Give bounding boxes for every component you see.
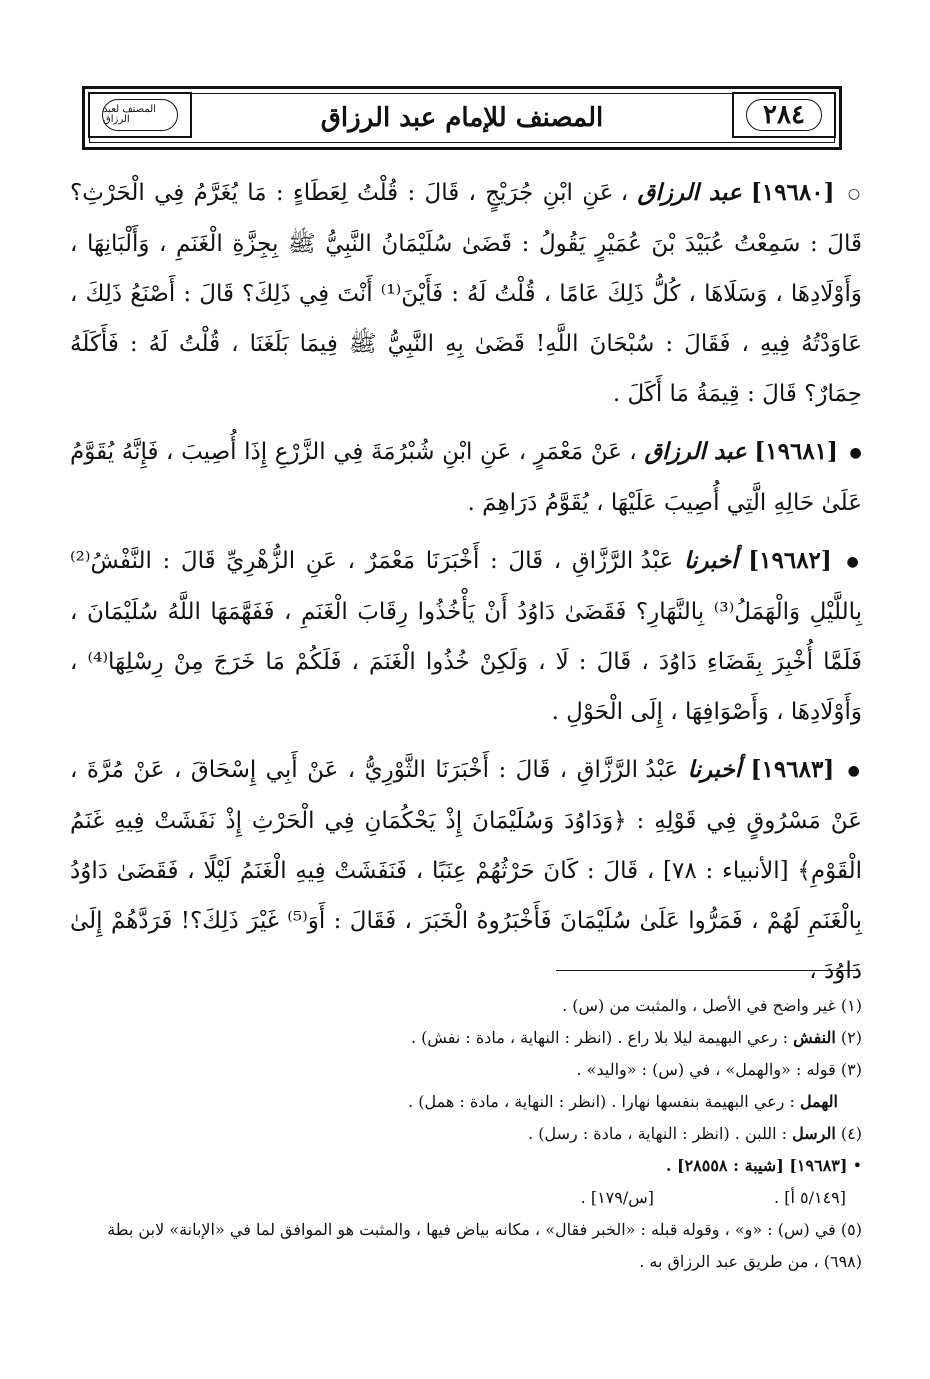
footnote-1: (١) غير واضح في الأصل ، والمثبت من (س) . xyxy=(562,996,862,1015)
hadith-text: ، عَنْ مَعْمَرٍ ، عَنِ ابْنِ شُبْرُمَةَ فِي الزَّرْعِ إِذَا أُصِيبَ ، فَإِنَّهُ يُقَوَّمُ عَلَىٰ حَالِهِ الَّتِي أُصِيبَ عَلَيْهَا ، يُقَوَّمُ دَرَاهِمَ . xyxy=(70,439,862,516)
dot-bullet-icon: ● xyxy=(847,763,862,779)
manuscript-marks xyxy=(70,1182,862,1214)
footnote-3: (٣) قوله : «والهمل» ، في (س) : «واليد» . xyxy=(576,1060,862,1079)
hadith-19681 xyxy=(70,427,862,528)
hadith-19680 xyxy=(70,168,862,419)
hadith-text: عَبْدُ الرَّزَّاقِ ، قَالَ : أَخْبَرَنَا الثَّوْرِيُّ ، عَنْ أَبِي إِسْحَاقَ ، عَنْ مُرَّةَ ، عَنْ مَسْرُوقٍ فِي قَوْلِهِ : ﴿وَدَاوُدَ وَسُلَيْمَانَ إِذْ يَحْكُمَانِ فِي الْحَرْثِ إِذْ نَفَشَتْ فِيهِ غَنَمُ الْقَوْمِ﴾ [الأنبياء : ٧٨] ، قَالَ : كَانَ حَرْثُهُمْ عِنَبًا ، فَنَفَشَتْ فِيهِ الْغَنَمُ لَيْلًا ، فَقَضَىٰ دَاوُدُ بِالْغَنَمِ لَهُمْ ، فَمَرُّوا عَلَىٰ سُلَيْمَانَ فَأَخْبَرُوهُ الْخَبَرَ ، فَقَالَ : أَوَ⁽⁵⁾ غَيْرَ ذَلِكَ؟! فَرَدَّهُمْ إِلَىٰ دَاوُدَ ، xyxy=(70,757,862,984)
footnote-4: (٤) الرسل : اللبن . (انظر : النهاية ، مادة : رسل) . xyxy=(528,1124,862,1143)
manuscript-mark: [س/١٧٩] . xyxy=(580,1188,655,1207)
header-ornament-left xyxy=(88,92,192,138)
hadith-number: [١٩٦٨٣] xyxy=(750,756,835,783)
hadith-19683 xyxy=(70,745,862,996)
footnotes xyxy=(70,990,862,1278)
footnote-5: (٥) في (س) : «و» ، وقوله قبله : «الخبر فقال» ، مكانه بياض فيها ، والمثبت هو الموافق لما في «الإبانة» لابن بطة (٦٩٨) ، من طريق عبد الرزاق به . xyxy=(107,1220,862,1271)
hadith-source: عبد الرزاق xyxy=(644,438,747,465)
footnote-divider xyxy=(556,970,858,971)
circle-bullet-icon: ○ xyxy=(847,186,863,202)
hadith-source: عبد الرزاق xyxy=(637,179,742,206)
hadith-source: أخبرنا xyxy=(683,547,738,574)
footnote-2: (٢) النفش : رعي البهيمة ليلا بلا راع . (انظر : النهاية ، مادة : نفش) . xyxy=(410,1028,862,1047)
book-seal: المصنف لعبد الرزاق xyxy=(102,99,178,131)
hadith-19682 xyxy=(70,536,862,737)
dot-bullet-icon: ● xyxy=(849,445,863,461)
page-header xyxy=(82,86,842,150)
hadith-number: [١٩٦٨١] xyxy=(754,438,838,465)
footnote-3-gloss: الهمل : رعي البهيمة بنفسها نهارا . (انظر : النهاية ، مادة : همل) . xyxy=(408,1092,838,1111)
hadith-text: ، عَنِ ابْنِ جُرَيْجٍ ، قَالَ : قُلْتُ لِعَطَاءٍ : مَا يُغَرَّمُ فِي الْحَرْثِ؟ قَالَ : سَمِعْتُ عُبَيْدَ بْنَ عُمَيْرٍ يَقُولُ : قَضَىٰ سُلَيْمَانُ النَّبِيُّ ﷺ بِجِزَّةِ الْغَنَمِ ، وَأَلْبَانِهَا ، وَأَوْلَادِهَا ، وَسَلَاهَا ، كُلُّ ذَلِكَ عَامًا ، قُلْتُ لَهُ : فَأَيْنَ⁽¹⁾ أَنْتَ فِي ذَلِكَ؟ قَالَ : أَصْنَعُ ذَلِكَ ، عَاوَدْتُهُ فِيهِ ، فَقَالَ : سُبْحَانَ اللَّهِ! قَضَىٰ بِهِ النَّبِيُّ ﷺ فِيمَا بَلَغَنَا ، قُلْتُ لَهُ : فَأَكَلَهُ حِمَارٌ؟ قَالَ : قِيمَةُ مَا أَكَلَ . xyxy=(70,180,862,407)
page-number-frame xyxy=(746,99,822,131)
book-title: المصنف للإمام عبد الرزاق xyxy=(320,103,604,133)
header-ornament-right xyxy=(732,92,836,138)
hadith-source: أخبرنا xyxy=(687,756,742,783)
hadith-text: عَبْدُ الرَّزَّاقِ ، قَالَ : أَخْبَرَنَا مَعْمَرٌ ، عَنِ الزُّهْرِيِّ قَالَ : النَّفْشُ⁽²⁾ بِاللَّيْلِ وَالْهَمَلُ⁽³⁾ بِالنَّهَارِ؟ فَقَضَىٰ دَاوُدُ أَنْ يَأْخُذُوا رِقَابَ الْغَنَمِ ، فَفَهَّمَهَا اللَّهُ سُلَيْمَانَ ، فَلَمَّا أُخْبِرَ بِقَضَاءِ دَاوُدَ ، قَالَ : لَا ، وَلَكِنْ خُذُوا الْغَنَمَ ، فَلَكُمْ مَا خَرَجَ مِنْ رِسْلِهَا⁽⁴⁾ ، وَأَوْلَادِهَا ، وَأَصْوَافِهَا ، إِلَى الْحَوْلِ . xyxy=(70,548,863,725)
dot-bullet-icon: ● xyxy=(846,554,862,570)
page-number: ٢٨٤ xyxy=(763,100,805,130)
main-text xyxy=(70,168,862,1004)
hadith-number: [١٩٦٨٢] xyxy=(748,547,832,574)
hadith-number: [١٩٦٨٠] xyxy=(750,179,835,206)
manuscript-mark: [٥/١٤٩ أ] . xyxy=(774,1188,846,1207)
cross-reference: • [١٩٦٨٣] [شيبة : ٢٨٥٥٨] . xyxy=(665,1156,862,1175)
